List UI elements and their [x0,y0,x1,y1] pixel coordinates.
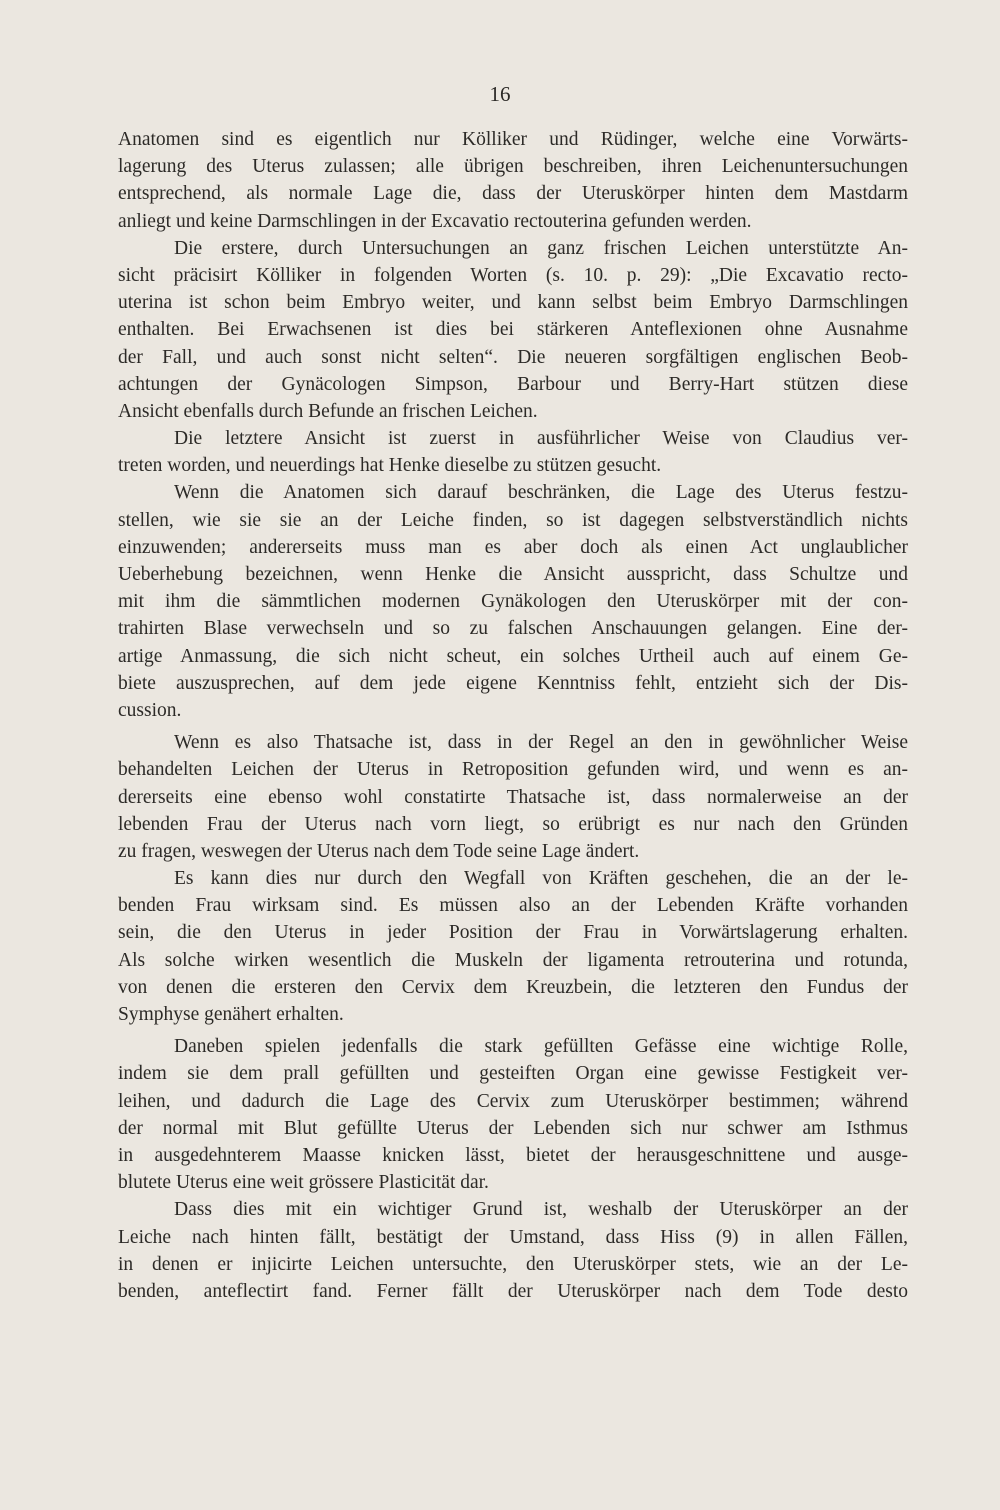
text-line: entsprechend, als normale Lage die, dass der Uteruskörper hinten dem Mastdarm [118,183,908,205]
text-line: zu fragen, weswegen der Uterus nach dem Tode seine Lage ändert. [118,840,640,862]
text-line: in ausgedehnterem Maasse knicken lässt, bietet der herausgeschnittene und ausge- [118,1144,908,1166]
text-line: Anatomen sind es eigentlich nur Kölliker und Rüdinger, welche eine Vorwärts- [118,129,908,150]
page-number: 16 [489,82,511,106]
text-line: dererseits eine ebenso wohl constatirte Thatsache ist, dass normalerweise an der [118,786,908,808]
text-line: Leiche nach hinten fällt, bestätigt der Umstand, dass Hiss (9) in allen Fällen, [118,1226,908,1248]
text-line: Wenn es also Thatsache ist, dass in der Regel an den in gewöhnlicher Weise [174,732,908,754]
text-line: artige Anmassung, die sich nicht scheut, ein solches Urtheil auch auf einem Ge- [118,645,908,667]
text-line: Es kann dies nur durch den Wegfall von Kräften geschehen, die an der le- [174,868,908,890]
text-line: Ansicht ebenfalls durch Befunde an frischen Leichen. [118,400,538,422]
text-line: in denen er injicirte Leichen untersuchte, den Uteruskörper stets, wie an der Le- [118,1253,908,1275]
text-line: indem sie dem prall gefüllten und gesteiften Organ eine gewisse Festigkeit ver- [118,1063,908,1085]
text-line: von denen die ersteren den Cervix dem Kreuzbein, die letzteren den Fundus der [118,976,908,998]
text-line: lebenden Frau der Uterus nach vorn liegt, so erübrigt es nur nach den Gründen [118,813,908,835]
text-line: sein, die den Uterus in jeder Position der Frau in Vorwärtslagerung erhalten. [118,922,908,944]
text-line: enthalten. Bei Erwachsenen ist dies bei stärkeren Anteflexionen ohne Ausnahme [118,319,908,341]
text-line: Die letztere Ansicht ist zuerst in ausführlicher Weise von Claudius ver- [174,428,908,450]
text-line: Daneben spielen jedenfalls die stark gefüllten Gefässe eine wichtige Rolle, [174,1036,908,1058]
text-line: sicht präcisirt Kölliker in folgenden Worten (s. 10. p. 29): „Die Excavatio recto- [118,264,908,286]
text-line: einzuwenden; andererseits muss man es aber doch als einen Act unglaublicher [118,536,908,558]
text-line: treten worden, und neuerdings hat Henke dieselbe zu stützen gesucht. [118,455,662,477]
text-line: Die erstere, durch Untersuchungen an ganz frischen Leichen unterstützte An- [174,237,908,259]
text-line: behandelten Leichen der Uterus in Retroposition gefunden wird, und wenn es an- [118,759,908,781]
text-line: blutete Uterus eine weit grössere Plasticität dar. [118,1172,489,1194]
text-line: biete auszusprechen, auf dem jede eigene Kenntniss fehlt, entzieht sich der Dis- [118,672,908,694]
text-line: cussion. [118,699,182,721]
text-line: Wenn die Anatomen sich darauf beschränken, die Lage des Uterus festzu- [174,482,908,504]
text-line: leihen, und dadurch die Lage des Cervix zum Uteruskörper bestimmen; während [118,1090,908,1112]
text-line: der normal mit Blut gefüllte Uterus der Lebenden sich nur schwer am Isthmus [118,1117,908,1139]
text-line: trahirten Blase verwechseln und so zu falschen Anschauungen gelangen. Eine der- [118,618,908,640]
text-line: lagerung des Uterus zulassen; alle übrigen beschreiben, ihren Leichenuntersuchungen [118,156,908,178]
text-line: der Fall, und auch sonst nicht selten“. Die neueren sorgfältigen englischen Beob- [118,346,908,368]
text-line: Symphyse genähert erhalten. [118,1004,344,1025]
text-line: anliegt und keine Darmschlingen in der Excavatio rectouterina gefunden werden. [118,210,752,232]
text-line: Als solche wirken wesentlich die Muskeln der ligamenta retrouterina und rotunda, [118,949,908,971]
text-line: benden, anteflectirt fand. Ferner fällt der Uteruskörper nach dem Tode desto [118,1280,908,1302]
body-text [118,126,908,1305]
text-line: mit ihm die sämmtlichen modernen Gynäkologen den Uteruskörper mit der con- [118,591,908,613]
text-line: benden Frau wirksam sind. Es müssen also an der Lebenden Kräfte vorhanden [118,895,908,917]
text-line: uterina ist schon beim Embryo weiter, und kann selbst beim Embryo Darmschlingen [118,292,908,314]
text-line: Dass dies mit ein wichtiger Grund ist, weshalb der Uteruskörper an der [174,1199,908,1221]
text-line: stellen, wie sie sie an der Leiche finden, so ist dagegen selbstverständlich nichts [118,509,908,531]
text-line: achtungen der Gynäcologen Simpson, Barbour und Berry-Hart stützen diese [118,373,908,395]
text-line: Ueberhebung bezeichnen, wenn Henke die Ansicht ausspricht, dass Schultze und [118,564,908,585]
